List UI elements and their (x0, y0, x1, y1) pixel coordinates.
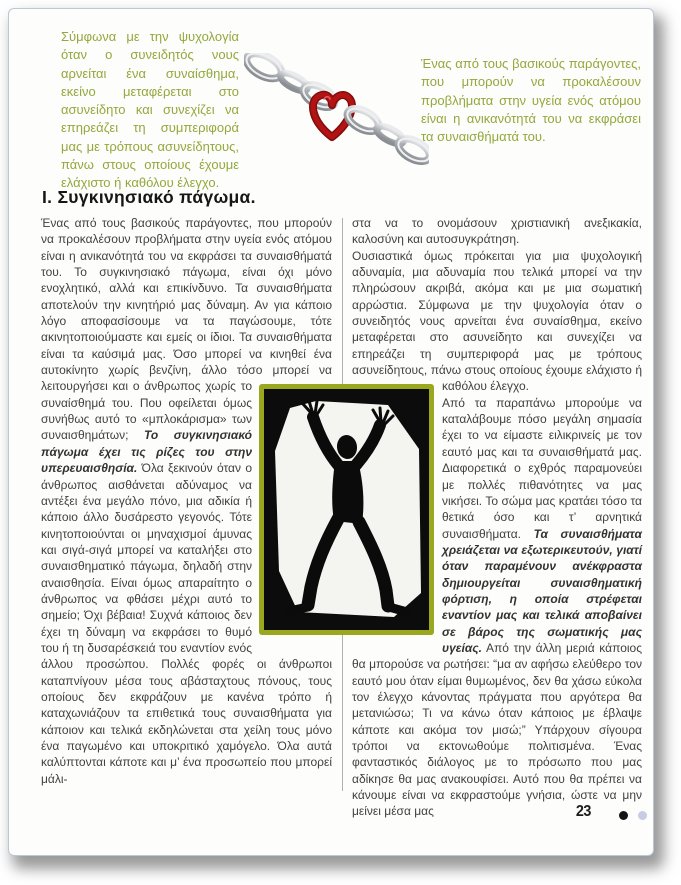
chain-heart-link-icon (244, 53, 429, 165)
header-quote-right: Ένας από τους βασικούς παράγοντες, που μπορούν να προκαλέσουν προβλήματα στην υγεία ενός ατόμου είναι η ανικανότητά του να εκφράσει τα συναισθήματά του. (421, 56, 641, 145)
footer-dot-black (619, 811, 628, 820)
page-number: 23 (575, 803, 591, 820)
header-quote-left: Σύμφωνα με την ψυχολογία όταν ο συνειδητός νους αρνείται ένα συναίσθημα, εκείνο μεταφέρεται στο ασυνείδητο και συνεχίζει να επηρεάζει τη συμπεριφορά μας με τρόπους ασυνείδητους, πάνω στους οποίους έχουμε ελάχιστο ή καθόλου έλεγχο. (61, 29, 239, 191)
trapped-man-silhouette-image (259, 384, 434, 635)
article-text-left: Ένας από τους βασικούς παράγοντες, που μπορούν να προκαλέσουν προβλήματα στην υγεία ενός ατόμου είναι η ανικανότητά του να εκφράσει τα συναισθήματά του. Το συγκινησιακό πάγωμα, είναι όχι μόνο ενοχλητικό, αλλά και επικίνδυνο. Τα συναισθήματα αποτελούν την κινητήριό μας δύναμη. Αν για κάποιο λόγο αποφασίσουμε να τα παγώσουμε, τότε ακινητοποιούμαστε και εμείς οι ίδιοι. Τα συναισθήματα είναι τα καύσιμά μας. Όσο μπορεί να κινηθεί ένα αυτοκίνητο χωρίς βενζίνη, άλλο τόσο μπορεί να λειτουργήσει και ο άνθρωπος χωρίς το συναίσθημά του. Που οφείλεται όμως συνήθως αυτό το «μπλοκάρισμα» των συναισθημάτων; Το συγκινησιακό πάγωμα έχει τις ρίζες του στην υπερευαισθησία. Όλα ξεκινούν όταν ο άνθρωπος αισθάνεται αδύναμος να αντέξει ένα μεγάλο πόνο, μια αδικία ή κάποιο άλλο δυσάρεστο γεγονός. Τότε κινητοποιούνται οι μηναχισμοί άμυνας και σιγά-σιγά μπορεί να καταλήξει στο συναισθηματικό πάγωμα, δηλαδή στην αναισθησία. Είναι όμως απαραίτητο ο άνθρωπος να φθάσει μέχρι αυτό το σημείο; Όχι βέβαια! Συχνά κάποιος δεν έχει τη δύναμη να εκφράσει το θυμό του ή τη δυσαρέσκειά του εναντίον ενός άλλου προσώπου. Πολλές φορές οι άνθρωποι καταπνίγουν μέσα τους αβάσταχτους πόνους, τους οποίους δεν εκφράζουν με κανένα τρόπο ή καταχωνιάζουν τα επιθετικά τους συναισθήματα για κάποιον και τελικά εκδηλώνεται στα χείλη τους μόνο ένα παγωμένο και υποκριτικό χαμόγελο. Όλα αυτά καλύπτονται κάποτε και μ’ ένα προσωπείο που μπορεί μάλι- (41, 216, 332, 786)
article-text-right: στα να το ονομάσουν χριστιανική ανεξικακία, καλοσύνη και αυτοσυγκράτηση. Ουσιαστικά όμως πρόκειται για μια ψυχολογική αδυναμία, μια αδυναμία που τελικά μπορεί να την πληρώσουν ακριβά, ακόμα και με μια σωματική αρρώστια. Σύμφωνα με την ψυχολογία όταν ο συνειδητός νους αρνείται ένα συναίσθημα, εκείνο μεταφέρεται στο ασυνείδητο και συνεχίζει να επηρεάζει τη συμπεριφορά μας με τρόπους ασυνείδητους, πάνω στους οποίους έχουμε ελάχιστο ή καθόλου έλεγχο. Από τα παραπάνω μπορούμε να καταλάβουμε πόσο μεγάλη σημασία έχει το να είμαστε ειλικρινείς με τον εαυτό μας και τα συναισθήματά μας. Διαφορετικά ο εχθρός παραμονεύει με πολλές πιθανότητες να μας νικήσει. Το σώμα μας κρατάει τόσο τα θετικά όσο και τ’ αρνητικά συναισθήματα. Τα συναισθήματα χρειάζεται να εξωτερικευτούν, γιατί όταν παραμένουν ανέκφραστα δημιουργείται συναισθηματική φόρτιση, η οποία στρέφεται εναντίον μας και τελικά αποβαίνει σε βάρος της σωματικής μας υγείας. Από την άλλη μεριά κάποιος θα μπορούσε να ρωτήσει: “μα αν αφήσω ελεύθερο τον εαυτό μου όταν είμαι θυμωμένος, δεν θα χάσω εύκολα τον έλεγχο κάνοντας πράγματα που αργότερα θα μετανιώσω; Τι να κάνω όταν κάποιος με έβλαψε κάποτε και ακόμα τον μισώ;” Υπάρχουν σίγουρα τρόποι να εκτονωθούμε πολιτισμένα. Ένας φανταστικός διάλογος με το πρόσωπο που μας αδίκησε θα μας ανακουφίσει. Αυτό που θα πρέπει να κάνουμε είναι να εκφραστούμε γνήσια, ώστε να μην μείνει μέσα μας (352, 216, 642, 819)
footer-dot-lavender (638, 811, 647, 820)
section-heading: Ι. Συγκινησιακό πάγωμα. (42, 187, 256, 207)
book-page (8, 8, 654, 856)
